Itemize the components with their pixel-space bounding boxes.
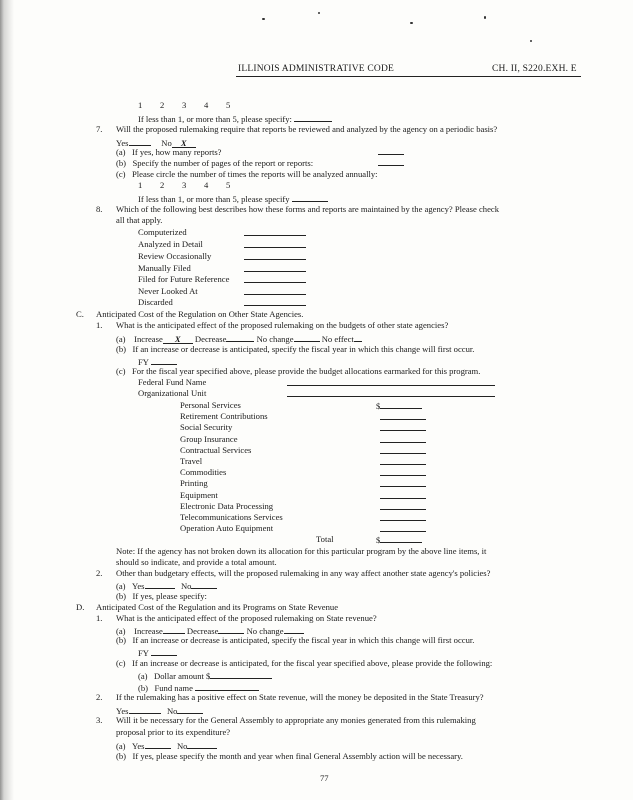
budget-total-label: Total [316,534,334,544]
budget-line-blank: $ [376,400,422,412]
q8-option: Review Occasionally [138,251,212,261]
scan-speck [484,16,486,19]
c1c-federal-fund: Federal Fund Name [138,377,207,387]
q8-option: Filed for Future Reference [138,274,230,284]
c2a: (a) Yes No [116,580,217,592]
q8-option-blank [244,239,306,251]
d1b: (b) If an increase or decrease is anticipated, specify the fiscal year in which this change will first occur. [116,635,475,645]
d3b: (b) If yes, please specify the month and year when final General Assembly action will be necessary. [116,751,463,761]
scan-speck [262,18,265,20]
q7b-blank [378,157,404,169]
scan-speck [318,12,320,14]
chapter-reference: CH. II, S220.EXH. E [492,64,577,74]
header-rule [236,76,581,77]
c1b: (b) If an increase or decrease is anticipated, specify the fiscal year in which this change will first occur. [116,344,475,354]
circle-number-4: 4 [204,100,209,110]
budget-total-blank: $ [376,534,422,546]
d3a: (a) Yes No [116,740,217,752]
circle-number-3: 3 [182,100,187,110]
q8-option: Discarded [138,297,173,307]
scan-speck [410,22,413,24]
budget-line-item: Group Insurance [180,434,238,444]
d3-question-line1: Will it be necessary for the General Assembly to appropriate any monies generated from this rulemaking [116,715,476,725]
c1-question: What is the anticipated effect of the proposed rulemaking on the budgets of other state agencies? [116,320,449,330]
d1c-dollar-amount: (a) Dollar amount $ [138,670,272,682]
c1-number: 1. [96,320,103,330]
q7-yes-no: Yes No X [116,137,196,149]
c1-note-line2: should so indicate, and provide a total amount. [116,557,277,567]
circle-number-1: 1 [138,100,143,110]
d3-number: 3. [96,715,103,725]
scan-speck [530,40,532,42]
q7c-numbers: 1 2 3 4 5 [138,180,231,190]
budget-line-item: Electronic Data Processing [180,501,274,511]
budget-line-item: Commodities [180,467,227,477]
circle-numbers-row [138,101,230,111]
section-c-title: Anticipated Cost of the Regulation on Other State Agencies. [96,309,304,319]
d1-question: What is the anticipated effect of the proposed rulemaking on State revenue? [116,613,377,623]
q8-number: 8. [96,204,103,214]
budget-line-item: Telecommunications Services [180,512,283,522]
d1c-fund-name: (b) Fund name [138,682,259,694]
q8-option-blank [244,274,306,286]
q7-no-checkmark: X [180,138,187,148]
c1c-org-unit: Organizational Unit [138,388,207,398]
q7-question: Will the proposed rulemaking require that reports be reviewed and analyzed by the agency on a periodic basis? [116,124,498,134]
d1c: (c) If an increase or decrease is anticipated, for the fiscal year specified above, please provide the following: [116,658,493,668]
scan-binding-shadow [0,0,28,800]
d2-number: 2. [96,692,103,702]
d3-question-line2: proposal prior to its expenditure? [116,727,231,737]
d1-number: 1. [96,613,103,623]
q7b: (b) Specify the number of pages of the report or reports: [116,158,314,168]
q8-option-blank [244,297,306,309]
c1c: (c) For the fiscal year specified above, please provide the budget allocations earmarked for this program. [116,366,481,376]
q7c: (c) Please circle the number of times the reports will be analyzed annually: [116,169,378,179]
q8-option: Computerized [138,227,187,237]
budget-line-item: Social Security [180,422,233,432]
q8-option: Analyzed in Detail [138,239,203,249]
c1b-fy: FY [138,356,177,368]
budget-line-item: Retirement Contributions [180,411,268,421]
c1-increase-checkmark: X [174,334,181,344]
q8-question-line1: Which of the following best describes how these forms and reports are maintained by the agency? Please check [116,204,500,214]
q8-option: Manually Filed [138,263,191,273]
budget-line-item: Travel [180,456,203,466]
section-d-title: Anticipated Cost of the Regulation and its Programs on State Revenue [96,602,339,612]
budget-line-item: Equipment [180,490,218,500]
q8-question-line2: all that apply. [116,215,163,225]
budget-line-item: Operation Auto Equipment [180,523,274,533]
c2b: (b) If yes, please specify: [116,591,207,601]
d1a: (a) Increase Decrease No change [116,625,304,637]
c2-question: Other than budgetary effects, will the proposed rulemaking in any way affect another state agency's policies? [116,568,491,578]
section-c-letter: C. [76,309,84,319]
c2-number: 2. [96,568,103,578]
budget-line-item: Printing [180,478,208,488]
q7-number: 7. [96,124,103,134]
q8-option-blank [244,227,306,239]
budget-line-blank [380,422,426,434]
c1a: (a) Increase X Decrease No change No effect [116,333,362,345]
circle-number-2: 2 [160,100,165,110]
running-header: ILLINOIS ADMINISTRATIVE CODE [238,64,395,74]
q8-option: Never Looked At [138,286,198,296]
item6-specify: If less than 1, or more than 5, please specify: [138,113,332,125]
budget-line-blank [380,478,426,490]
c1c-org-unit-blank [287,388,495,400]
d2-yes-no: Yes No [116,705,203,717]
budget-line-item: Personal Services [180,400,241,410]
budget-line-item: Contractual Services [180,445,252,455]
d2-question: If the rulemaking has a positive effect on State revenue, will the money be deposited in the State Treasury? [116,692,484,702]
section-d-letter: D. [76,602,85,612]
circle-number-5: 5 [226,100,231,110]
q8-option-blank [244,251,306,263]
q7a: (a) If yes, how many reports? [116,147,222,157]
d1b-fy: FY [138,647,177,659]
page-number: 77 [320,773,329,783]
c1-note-line1: Note: If the agency has not broken down its allocation for this particular program by the above line items, it [116,546,487,556]
q7-specify: If less than 1, or more than 5, please specify [138,193,328,205]
